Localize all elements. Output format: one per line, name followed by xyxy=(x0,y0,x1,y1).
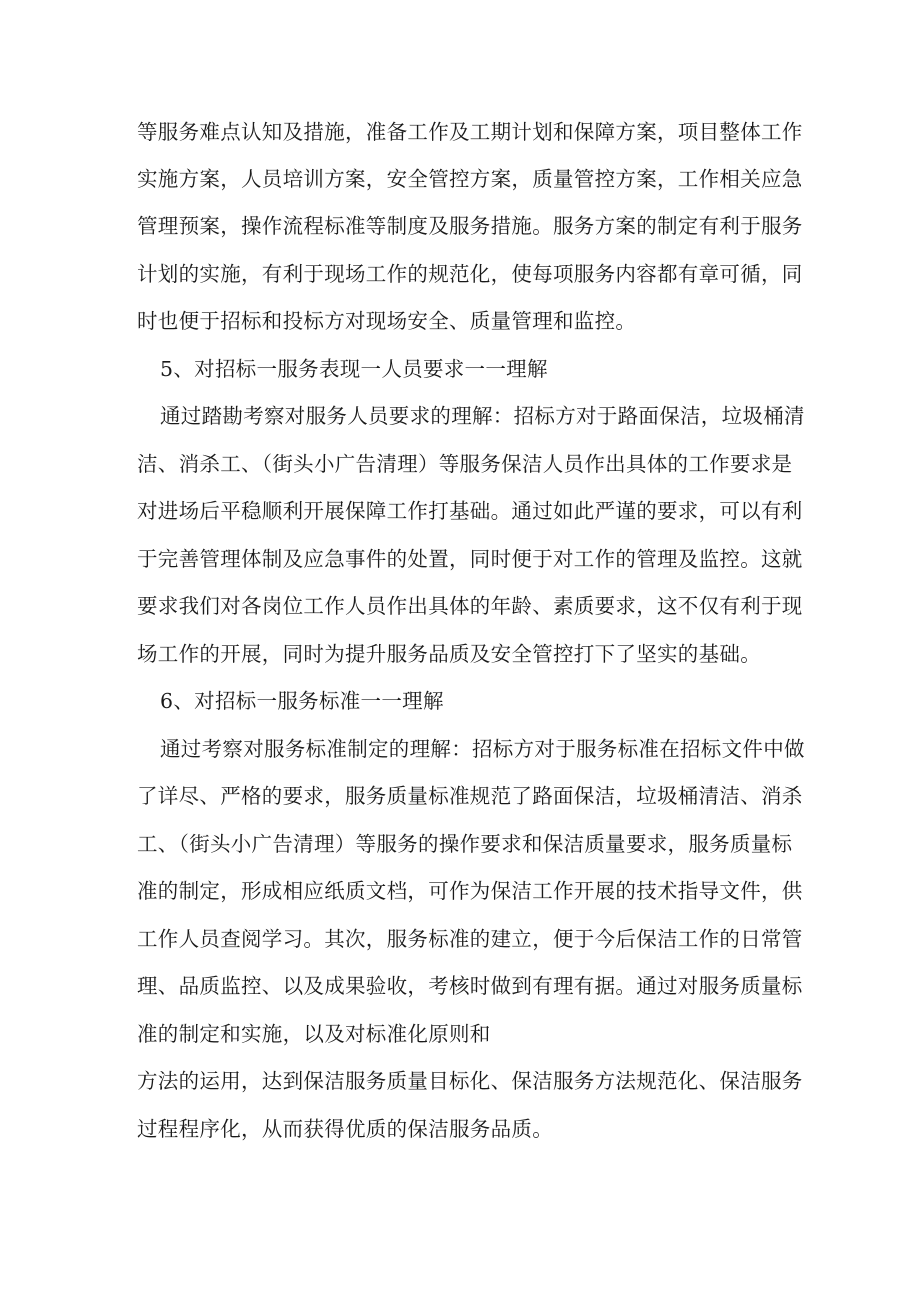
paragraph-3-line-3: 工、（街头小广告清理）等服务的操作要求和保洁质量要求，服务质量标 xyxy=(137,832,793,856)
paragraph-2-line-1: 通过踏勘考察对服务人员要求的理解：招标方对于路面保洁，垃圾桶清 xyxy=(160,404,805,428)
paragraph-4-line-1: 方法的运用，达到保洁服务质量目标化、保洁服务方法规范化、保洁服务 xyxy=(137,1069,803,1093)
paragraph-1-line-5: 时也便于招标和投标方对现场安全、质量管理和监控。 xyxy=(137,309,637,333)
paragraph-2-line-5: 要求我们对各岗位工作人员作出具体的年龄、素质要求，这不仅有利于现 xyxy=(137,594,803,618)
paragraph-3-line-1: 通过考察对服务标准制定的理解：招标方对于服务标准在招标文件中做 xyxy=(160,737,805,761)
paragraph-2-line-3: 对进场后平稳顺利开展保障工作打基础。通过如此严谨的要求，可以有利 xyxy=(137,499,803,523)
paragraph-1-line-2: 实施方案，人员培训方案，安全管控方案，质量管控方案，工作相关应急 xyxy=(137,167,803,191)
paragraph-2-line-2: 洁、消杀工、（街头小广告清理）等服务保洁人员作出具体的工作要求是 xyxy=(137,452,793,476)
paragraph-2-line-6: 场工作的开展，同时为提升服务品质及安全管控打下了坚实的基础。 xyxy=(137,642,761,666)
paragraph-1-line-3: 管理预案，操作流程标准等制度及服务措施。服务方案的制定有利于服务 xyxy=(137,214,803,238)
paragraph-3-line-2: 了详尽、严格的要求，服务质量标准规范了路面保洁，垃圾桶清洁、消杀 xyxy=(137,784,803,808)
paragraph-1-line-4: 计划的实施，有利于现场工作的规范化，使每项服务内容都有章可循，同 xyxy=(137,262,803,286)
paragraph-3-line-7: 准的制定和实施，以及对标准化原则和 xyxy=(137,1022,491,1046)
section-heading-5: 5、对招标一服务表现一人员要求一一理解 xyxy=(160,357,548,381)
paragraph-3-line-5: 工作人员查阅学习。其次，服务标准的建立，便于今后保洁工作的日常管 xyxy=(137,927,803,951)
paragraph-1-line-1: 等服务难点认知及措施，准备工作及工期计划和保障方案，项目整体工作 xyxy=(137,120,803,144)
paragraph-3-line-6: 理、品质监控、以及成果验收，考核时做到有理有据。通过对服务质量标 xyxy=(137,974,803,998)
paragraph-2-line-4: 于完善管理体制及应急事件的处置，同时便于对工作的管理及监控。这就 xyxy=(137,547,803,571)
paragraph-4-line-2: 过程程序化，从而获得优质的保洁服务品质。 xyxy=(137,1117,553,1141)
section-heading-6: 6、对招标一服务标准一一理解 xyxy=(160,689,444,713)
paragraph-3-line-4: 准的制定，形成相应纸质文档，可作为保洁工作开展的技术指导文件，供 xyxy=(137,879,803,903)
